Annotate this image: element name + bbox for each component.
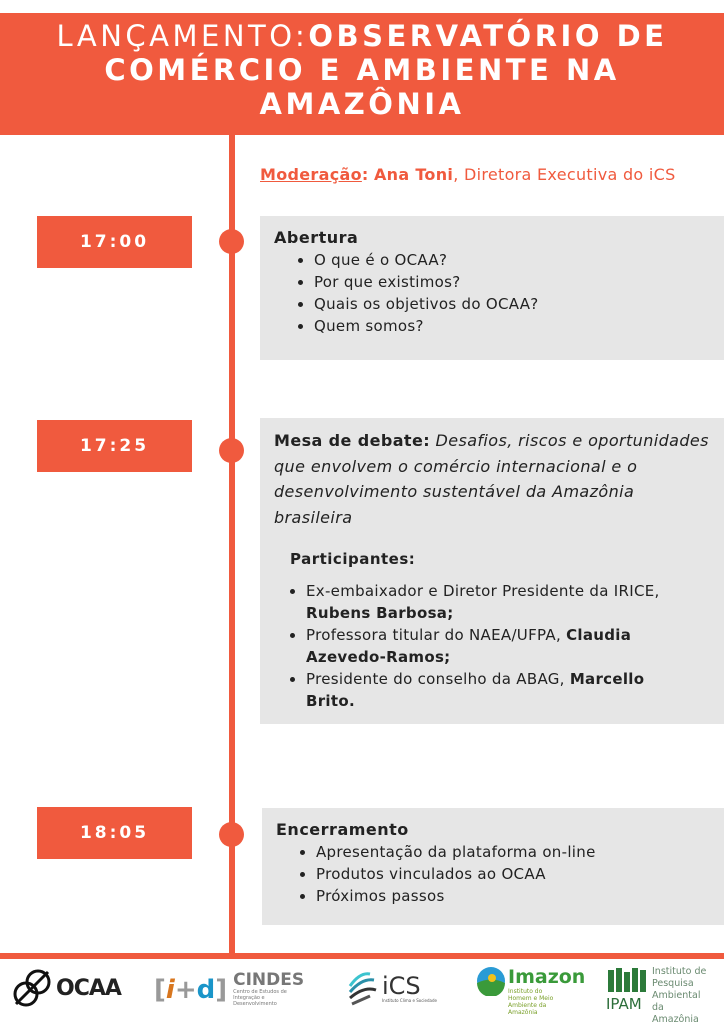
ipam-sub: Instituto de Pesquisa Ambiental da Amazônia [652, 966, 707, 1024]
ipam-name: IPAM [606, 995, 642, 1013]
footer-divider [0, 953, 724, 959]
participant-role: Ex-embaixador e Diretor Presidente da IRICE, [306, 582, 660, 600]
ics-sub: Instituto Clima e Sociedade [382, 997, 437, 1003]
imazon-name: Imazon [508, 966, 586, 988]
list-item: • Produtos vinculados ao OCAA [316, 863, 712, 885]
ocaa-globe-icon [12, 968, 52, 1008]
participant-name: Claudia Azevedo-Ramos; [306, 626, 632, 666]
time-badge: 17:25 [37, 420, 192, 472]
participants-label: Participantes: [290, 550, 416, 568]
ics-logo [346, 968, 442, 1008]
cindes-name: CINDES [233, 970, 305, 990]
list-item: • Quais os objetivos do OCAA? [314, 293, 710, 315]
participant-role: Presidente do conselho da ABAG, [306, 670, 570, 688]
session-subtitle: Desafios, riscos e oportunidades que envolvem o comércio internacional e o desenvolvimento sustentável da Amazônia brasileira [274, 431, 709, 527]
moderator-role: , Diretora Executiva do iCS [453, 165, 676, 184]
timeline-dot [219, 229, 244, 254]
participant [306, 580, 690, 624]
moderation-label: Moderação [260, 165, 362, 184]
ipam-logo [606, 966, 712, 1024]
partner-logos [0, 962, 724, 1024]
imazon-sub: Instituto do Homem e Meio Ambiente da Amazônia [508, 988, 554, 1016]
participant-role: Professora titular do NAEA/UFPA, [306, 626, 567, 644]
time-badge: 17:00 [37, 216, 192, 268]
moderation-colon: : [361, 165, 369, 184]
timeline-dot [219, 438, 244, 463]
page-title [0, 13, 724, 135]
moderator-name: Ana Toni [373, 165, 454, 184]
cindes-mark: [i+d] [154, 974, 228, 1005]
participant-name: Rubens Barbosa; [306, 604, 454, 622]
session-debate [260, 418, 724, 724]
ics-name: iCS [382, 971, 421, 1000]
time-badge: 18:05 [37, 807, 192, 859]
session-abertura [260, 216, 724, 360]
session-title: Abertura [274, 228, 359, 247]
ocaa-wordmark: OCAA [56, 975, 121, 1001]
imazon-logo [476, 966, 585, 1016]
session-title: Encerramento [276, 820, 409, 839]
cindes-logo [154, 972, 304, 1007]
session-title: Mesa de debate: [274, 431, 430, 450]
participant [306, 668, 690, 712]
cindes-sub: Centro de Estudos de Integração e Desenvolvimento [233, 989, 287, 1007]
session-encerramento [262, 808, 724, 925]
title-prefix: LANÇAMENTO: [56, 19, 309, 53]
list-item: • Quem somos? [314, 315, 710, 337]
list-item: • O que é o OCAA? [314, 249, 710, 271]
ics-waves-icon [346, 968, 380, 1008]
moderation [260, 165, 676, 184]
list-item: • Próximos passos [316, 885, 712, 907]
timeline-dot [219, 822, 244, 847]
ipam-forest-icon [606, 966, 648, 992]
imazon-emblem-icon [476, 966, 506, 996]
title-main: OBSERVATÓRIO DE COMÉRCIO E AMBIENTE NA AMAZÔNIA [104, 19, 668, 121]
list-item: • Apresentação da plataforma on-line [316, 841, 712, 863]
participant-name: Marcello Brito. [306, 670, 645, 710]
participant [306, 624, 690, 668]
list-item: • Por que existimos? [314, 271, 710, 293]
ocaa-logo [12, 968, 121, 1008]
